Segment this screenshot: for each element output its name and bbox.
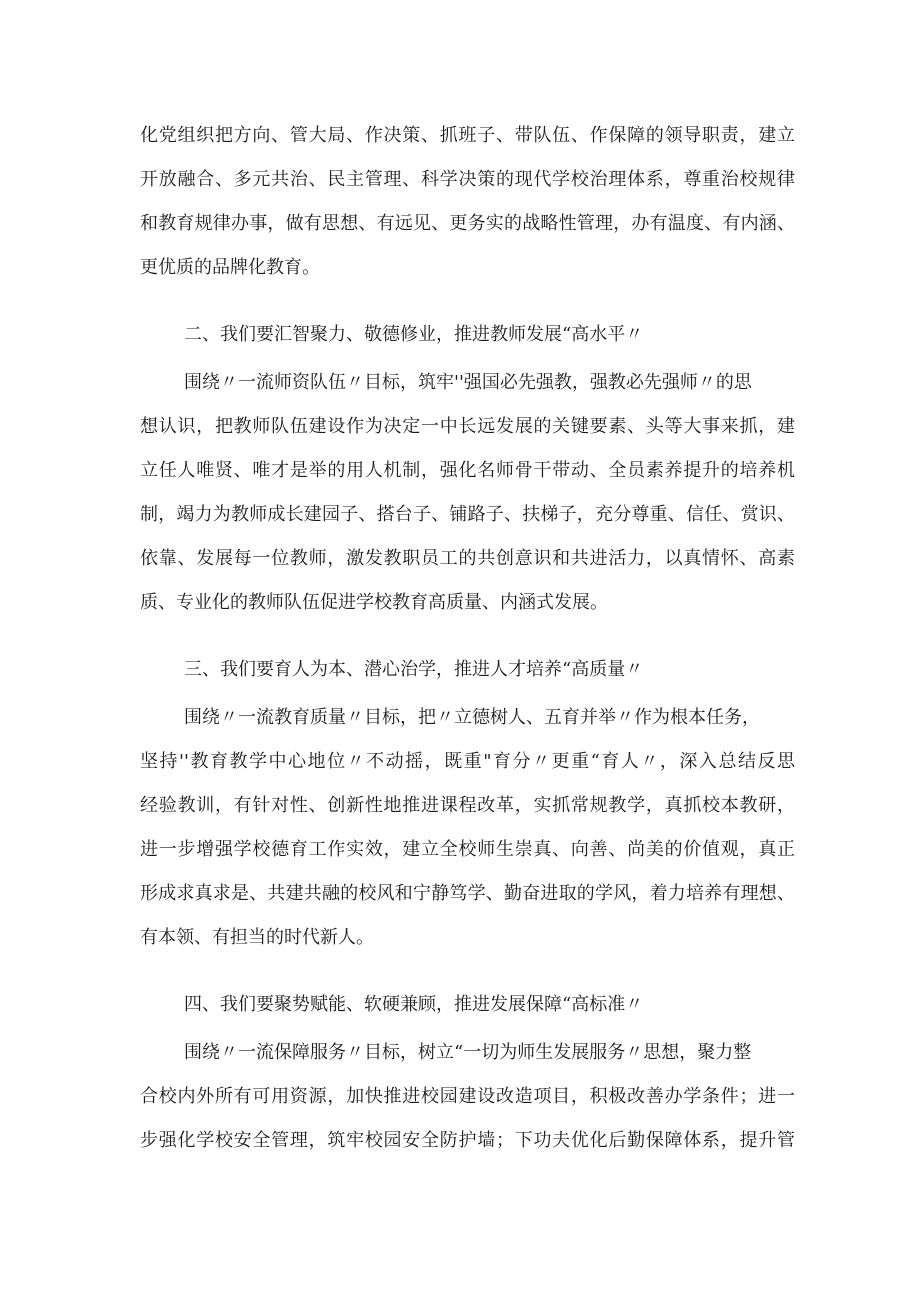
paragraph-line: 经验教训，有针对性、创新性地推进课程改革，实抓常规教学，真抓校本教研， [140,795,795,816]
paragraph-line: 依靠、发展每一位教师，激发教职员工的共创意识和共进活力，以真情怀、高素 [140,548,795,569]
paragraph-line: 合校内外所有可用资源，加快推进校园建设改造项目，积极改善办学条件；进一 [140,1086,795,1107]
paragraph-first-line: 围绕〃一流保障服务〃目标，树立“一切为师生发展服务〃思想，聚力整 [184,1042,752,1063]
paragraph-line: 想认识，把教师队伍建设作为决定一中长远发展的关键要素、头等大事来抓，建 [140,416,795,437]
paragraph-line: 质、专业化的教师队伍促进学校教育高质量、内涵式发展。 [140,592,608,613]
paragraph-line: 有本领、有担当的时代新人。 [140,927,374,948]
paragraph-line: 和教育规律办事，做有思想、有远见、更务实的战略性管理，办有温度、有内涵、 [140,213,795,234]
paragraph-line: 步强化学校安全管理，筑牢校园安全防护墙；下功夫优化后勤保障体系，提升管 [140,1130,795,1151]
section-heading-3: 三、我们要育人为本、潜心治学，推进人才培养“高质量〃 [184,659,644,680]
paragraph-line: 开放融合、多元共治、民主管理、科学决策的现代学校治理体系，尊重治校规律 [140,169,795,190]
section-heading-2: 二、我们要汇智聚力、敬德修业，推进教师发展“高水平〃 [184,324,644,345]
section-heading-4: 四、我们要聚势赋能、软硬兼顾，推进发展保障“高标准〃 [184,994,644,1015]
paragraph-first-line: 围绕〃一流教育质量〃目标，把〃立德树人、五育并举〃作为根本任务， [184,707,760,728]
paragraph-line: 更优质的品牌化教育。 [140,257,320,278]
paragraph-line: 形成求真求是、共建共融的校风和宁静笃学、勤奋进取的学风，着力培养有理想、 [140,883,795,904]
paragraph-line: 立任人唯贤、唯才是举的用人机制，强化名师骨干带动、全员素养提升的培养机 [140,460,795,481]
paragraph-line: 化党组织把方向、管大局、作决策、抓班子、带队伍、作保障的领导职责，建立 [140,125,795,146]
paragraph-line: 进一步增强学校德育工作实效，建立全校师生崇真、向善、尚美的价值观，真正 [140,839,795,860]
paragraph-line: 制，竭力为教师成长建园子、搭台子、铺路子、扶梯子，充分尊重、信任、赏识、 [140,504,795,525]
paragraph-line: 坚持''教育教学中心地位〃不动摇，既重"育分〃更重“育人〃，深入总结反思 [140,751,795,772]
paragraph-first-line: 围绕〃一流师资队伍〃目标，筑牢''强国必先强教，强教必先强师〃的思 [184,372,752,393]
